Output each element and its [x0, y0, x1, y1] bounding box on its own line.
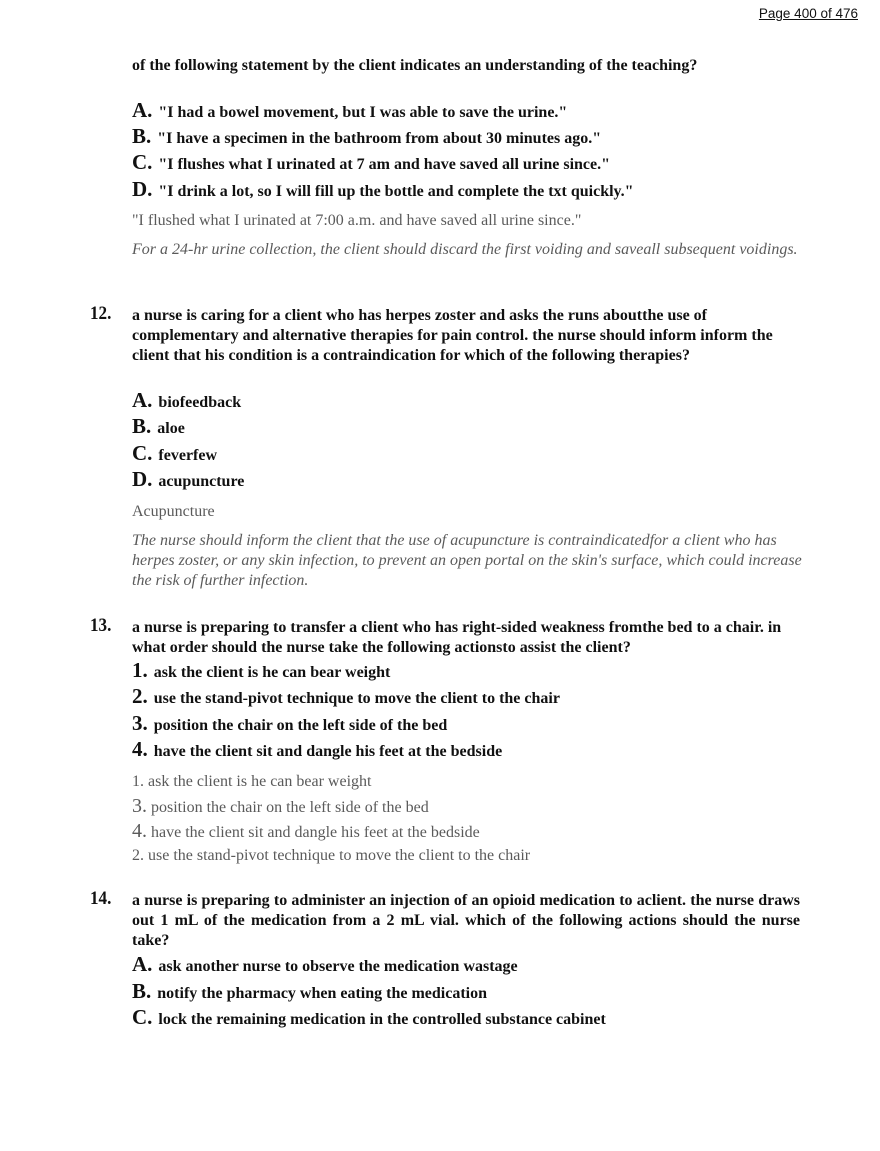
q12-option-c-text: feverfew [158, 447, 218, 464]
q11-option-a-letter: A. [132, 98, 153, 122]
q12-number: 12. [90, 303, 112, 324]
q12-option-b-text: aloe [157, 420, 185, 437]
q11-stem: of the following statement by the client indicates an understanding of the teaching? [132, 57, 698, 74]
q14-option-b [132, 981, 487, 1004]
q11-option-d [132, 179, 634, 202]
q11-rationale: For a 24-hr urine collection, the client should discard the first voiding and saveall subsequent voidings. [132, 241, 798, 258]
q11-option-a-text: "I had a bowel movement, but I was able to save the urine." [158, 104, 568, 121]
q12-option-a-letter: A. [132, 388, 153, 412]
q11-option-b [132, 126, 601, 149]
q11-option-d-letter: D. [132, 177, 153, 201]
q13-answer-2-num: 3. [132, 795, 147, 817]
q14-option-c-letter: C. [132, 1005, 153, 1029]
q12-option-b-letter: B. [132, 414, 152, 438]
q11-option-c-letter: C. [132, 150, 153, 174]
q13-option-3 [132, 713, 447, 736]
q12-option-d-text: acupuncture [158, 473, 245, 490]
q14-number: 14. [90, 888, 112, 909]
q13-option-4-text: have the client sit and dangle his feet at the bedside [153, 743, 503, 760]
q13-answer-1 [132, 772, 371, 792]
q14-option-c [132, 1007, 606, 1030]
q13-answer-3 [132, 821, 480, 843]
q13-option-3-text: position the chair on the left side of the bed [153, 717, 448, 734]
q13-option-1-text: ask the client is he can bear weight [153, 664, 391, 681]
q13-option-1-letter: 1. [132, 658, 148, 682]
q14-option-b-letter: B. [132, 979, 152, 1003]
q12-stem: a nurse is caring for a client who has herpes zoster and asks the runs aboutthe use of complementary and alternative therapies for pain control. the nurse should inform inform the client that his condition is a contraindication for which of the following therapies? [132, 307, 773, 364]
q13-answer-1-text: ask the client is he can bear weight [148, 773, 372, 790]
q13-answer-1-num: 1. [132, 773, 144, 790]
q13-option-2-letter: 2. [132, 684, 148, 708]
q11-answer: "I flushed what I urinated at 7:00 a.m. and have saved all urine since." [132, 212, 582, 229]
q13-option-4 [132, 739, 502, 762]
q12-option-d [132, 469, 244, 492]
q13-option-2 [132, 686, 560, 709]
q13-answer-4-text: use the stand-pivot technique to move the client to the chair [148, 847, 531, 864]
q14-option-a-letter: A. [132, 952, 153, 976]
page-number: Page 400 of 476 [758, 6, 858, 21]
q13-answer-4 [132, 846, 530, 866]
q11-option-b-text: "I have a specimen in the bathroom from about 30 minutes ago." [157, 130, 602, 147]
q13-answer-2 [132, 796, 429, 818]
q12-option-c-letter: C. [132, 441, 153, 465]
q13-option-1 [132, 660, 390, 683]
q14-stem: a nurse is preparing to administer an injection of an opioid medication to aclient. the nurse draws out 1 mL of the medication from a 2 mL vial. which of the following actions should the nurse take? [132, 892, 800, 949]
q13-answer-3-num: 4. [132, 820, 147, 842]
q12-option-b [132, 416, 185, 439]
q14-option-c-text: lock the remaining medication in the controlled substance cabinet [158, 1011, 606, 1028]
q12-answer: Acupuncture [132, 503, 215, 520]
q13-option-3-letter: 3. [132, 711, 148, 735]
q13-stem: a nurse is preparing to transfer a client who has right-sided weakness fromthe bed to a chair. in what order should the nurse take the following actionsto assist the client? [132, 619, 782, 656]
q11-option-c [132, 152, 610, 175]
q14-option-a-text: ask another nurse to observe the medication wastage [158, 958, 518, 975]
q12-rationale: The nurse should inform the client that the use of acupuncture is contraindicatedfor a client who has herpes zoster, or any skin infection, to prevent an open portal on the skin's surface, which could increase the risk of further infection. [132, 532, 802, 589]
q11-option-b-letter: B. [132, 124, 152, 148]
q13-number: 13. [90, 615, 112, 636]
q11-option-d-text: "I drink a lot, so I will fill up the bottle and complete the txt quickly." [158, 183, 634, 200]
q13-option-2-text: use the stand-pivot technique to move the client to the chair [153, 690, 560, 707]
q14-option-a [132, 954, 518, 977]
q12-option-d-letter: D. [132, 467, 153, 491]
q11-option-c-text: "I flushes what I urinated at 7 am and have saved all urine since." [158, 156, 611, 173]
q13-option-4-letter: 4. [132, 737, 148, 761]
q14-option-b-text: notify the pharmacy when eating the medication [157, 985, 488, 1002]
q13-answer-3-text: have the client sit and dangle his feet at the bedside [151, 824, 480, 841]
q12-option-a [132, 390, 241, 413]
q13-answer-2-text: position the chair on the left side of the bed [151, 799, 429, 816]
q12-option-c [132, 443, 217, 466]
q11-option-a [132, 100, 567, 123]
q12-option-a-text: biofeedback [158, 394, 242, 411]
q13-answer-4-num: 2. [132, 847, 144, 864]
